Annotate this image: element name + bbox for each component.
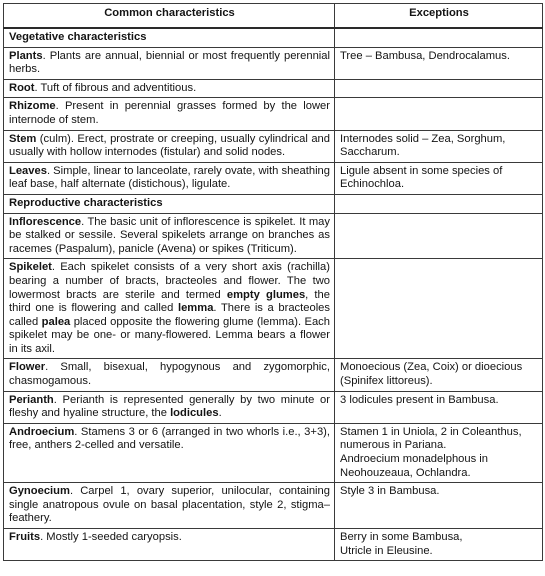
androecium-description: . Stamens 3 or 6 (arranged in two whorls i.e., 3+3), free, anthers 2-celled and versatile. xyxy=(9,425,330,452)
spikelet-description-part-2: , the third one is flowering and called xyxy=(9,288,330,315)
fruits-exception-utricle: Utricle in Eleusine. xyxy=(340,544,433,557)
table-row-gynoecium xyxy=(4,483,543,529)
fruits-description: . Mostly 1-seeded caryopsis. xyxy=(40,531,182,543)
flower-cell xyxy=(4,359,335,391)
table-row-inflorescence xyxy=(4,213,543,259)
characteristics-table xyxy=(3,3,543,561)
stem-exception: Internodes solid – Zea, Sorghum, Saccharum. xyxy=(335,130,543,162)
perianth-cell xyxy=(4,391,335,423)
spikelet-description-part-4: placed opposite the flowering glume (lemma). Each spikelet may be one- or many-flowered. Lemma bears a flower in its axil. xyxy=(9,315,330,355)
inflorescence-cell xyxy=(4,213,335,259)
keyword-lodicules: lodicules xyxy=(170,407,219,420)
gynoecium-description: . Carpel 1, ovary superior, unilocular, containing single anatropous ovule on basal placentation, style 2, stigma–feathery. xyxy=(9,485,330,525)
section-row-vegetative xyxy=(4,28,543,47)
androecium-exception-stamens: Stamen 1 in Uniola, 2 in Coleanthus, numerous in Pariana. xyxy=(340,425,522,452)
leaves-exception: Ligule absent in some species of Echinochloa. xyxy=(335,162,543,194)
table-row-rhizome xyxy=(4,98,543,130)
perianth-exception: 3 lodicules present in Bambusa. xyxy=(335,391,543,423)
inflorescence-exception xyxy=(335,213,543,259)
table-row-plants xyxy=(4,47,543,79)
fruits-cell xyxy=(4,529,335,561)
spikelet-description-part-3: . There is a bracteoles called xyxy=(9,302,330,328)
header-exceptions: Exceptions xyxy=(335,4,543,29)
section-empty-cell xyxy=(335,28,543,47)
spikelet-cell xyxy=(4,259,335,359)
fruits-exception-berry: Berry in some Bambusa, xyxy=(340,531,463,543)
keyword-lemma: lemma xyxy=(177,302,214,315)
term-leaves: Leaves xyxy=(9,164,47,177)
section-empty-cell xyxy=(335,194,543,213)
table-row-spikelet xyxy=(4,259,543,359)
term-perianth: Perianth xyxy=(9,393,54,406)
flower-exception: Monoecious (Zea, Coix) or dioecious (Spinifex littoreus). xyxy=(335,359,543,391)
leaves-cell xyxy=(4,162,335,194)
rhizome-cell xyxy=(4,98,335,130)
spikelet-description-part-1: . Each spikelet consists of a very short axis (rachilla) bearing a number of bracts, bracteoles and flower. The two lowermost bracts are sterile and termed xyxy=(9,261,330,301)
fruits-exception-cell xyxy=(335,529,543,561)
term-flower: Flower xyxy=(9,361,46,374)
plants-exception: Tree – Bambusa, Dendrocalamus. xyxy=(335,47,543,79)
flower-description: . Small, bisexual, hypogynous and zygomorphic, chasmogamous. xyxy=(9,361,330,388)
root-description: . Tuft of fibrous and adventitious. xyxy=(34,81,197,94)
section-row-reproductive xyxy=(4,194,543,213)
rhizome-exception xyxy=(335,98,543,130)
term-androecium: Androecium xyxy=(9,425,75,438)
table-row-perianth xyxy=(4,391,543,423)
leaves-description: . Simple, linear to lanceolate, rarely ovate, with sheathing leaf base, half alternate (distichous), ligulate. xyxy=(9,164,330,191)
gynoecium-exception: Style 3 in Bambusa. xyxy=(335,483,543,529)
term-spikelet: Spikelet xyxy=(9,261,52,274)
header-common-characteristics: Common characteristics xyxy=(4,4,335,29)
term-rhizome: Rhizome xyxy=(9,100,56,113)
rhizome-description: . Present in perennial grasses formed by the lower internode of stem. xyxy=(9,100,330,126)
term-root: Root xyxy=(9,81,35,94)
term-stem: Stem xyxy=(9,132,37,145)
stem-description: (culm). Erect, prostrate or creeping, usually cylindrical and usually with hollow internodes (fistular) and solid nodes. xyxy=(9,132,330,159)
table-row-stem xyxy=(4,130,543,162)
gynoecium-cell xyxy=(4,483,335,529)
term-fruits: Fruits xyxy=(9,531,41,543)
table-row-leaves xyxy=(4,162,543,194)
perianth-description-part-2: . xyxy=(218,407,222,420)
keyword-empty-glumes: empty glumes xyxy=(226,288,306,301)
root-exception xyxy=(335,79,543,98)
androecium-exception-cell xyxy=(335,423,543,482)
perianth-description-part-1: . Perianth is represented generally by two minute or fleshy and hyaline structure, the xyxy=(9,393,330,420)
root-cell xyxy=(4,79,335,98)
table-row-root xyxy=(4,79,543,98)
term-inflorescence: Inflorescence xyxy=(9,215,82,228)
table-row-flower xyxy=(4,359,543,391)
plants-cell xyxy=(4,47,335,79)
table-row-androecium xyxy=(4,423,543,482)
section-title-vegetative: Vegetative characteristics xyxy=(4,28,335,47)
spikelet-exception xyxy=(335,259,543,359)
stem-cell xyxy=(4,130,335,162)
header-row xyxy=(4,4,543,29)
androecium-exception-monadelphous: Androecium monadelphous in Neohouzeaua, Ochlandra. xyxy=(340,453,489,479)
androecium-cell xyxy=(4,423,335,482)
term-gynoecium: Gynoecium xyxy=(9,485,70,498)
section-title-reproductive: Reproductive characteristics xyxy=(4,194,335,213)
table-row-fruits xyxy=(4,529,543,561)
inflorescence-description: . The basic unit of inflorescence is spikelet. It may be stalked or sessile. Several spikelets arrange on branches as racemes (Paspalum), panicle (Avena) or spikes (Triticum). xyxy=(9,215,330,255)
plants-description: . Plants are annual, biennial or most frequently perennial herbs. xyxy=(9,49,330,76)
keyword-palea: palea xyxy=(41,315,71,328)
term-plants: Plants xyxy=(9,49,43,62)
